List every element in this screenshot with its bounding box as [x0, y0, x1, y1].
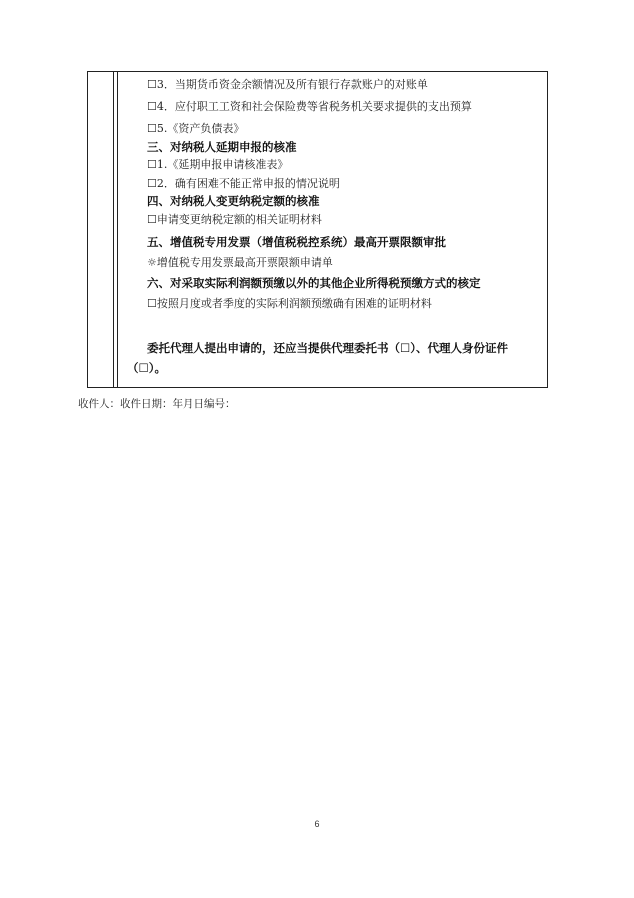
receipt-footer: 收件人：收件日期：年月日编号：: [78, 398, 236, 410]
checklist-item: ☐4．应付职工工资和社会保险费等省税务机关要求提供的支出预算: [147, 100, 472, 113]
section-heading: 四、对纳税人变更纳税定额的核准: [147, 194, 320, 208]
checklist-item: ☐5.《资产负债表》: [147, 122, 245, 135]
section-heading: 三、对纳税人延期申报的核准: [147, 140, 297, 154]
page-number: 6: [314, 819, 320, 829]
checklist-item: ☐申请变更纳税定额的相关证明材料: [147, 213, 322, 226]
section-heading: 五、增值税专用发票（增值税税控系统）最高开票限额审批: [147, 235, 446, 249]
checklist-item: ☼增值税专用发票最高开票限额申请单: [147, 256, 333, 269]
table-column-divider: [113, 72, 114, 387]
section-heading: 六、对采取实际利润额预缴以外的其他企业所得税预缴方式的核定: [147, 276, 481, 290]
proxy-requirement-text: 委托代理人提出申请的，还应当提供代理委托书（☐）、代理人身份证件（☐）。: [127, 341, 509, 375]
proxy-requirement-note: [127, 338, 542, 378]
checklist-item: ☐3．当期货币资金余额情况及所有银行存款账户的对账单: [147, 78, 428, 91]
checklist-item: ☐1.《延期申报申请核准表》: [147, 158, 289, 171]
checklist-item: ☐按照月度或者季度的实际利润额预缴确有困难的证明材料: [147, 297, 432, 310]
table-column-divider: [117, 72, 118, 387]
checklist-item: ☐2．确有困难不能正常申报的情况说明: [147, 177, 340, 190]
